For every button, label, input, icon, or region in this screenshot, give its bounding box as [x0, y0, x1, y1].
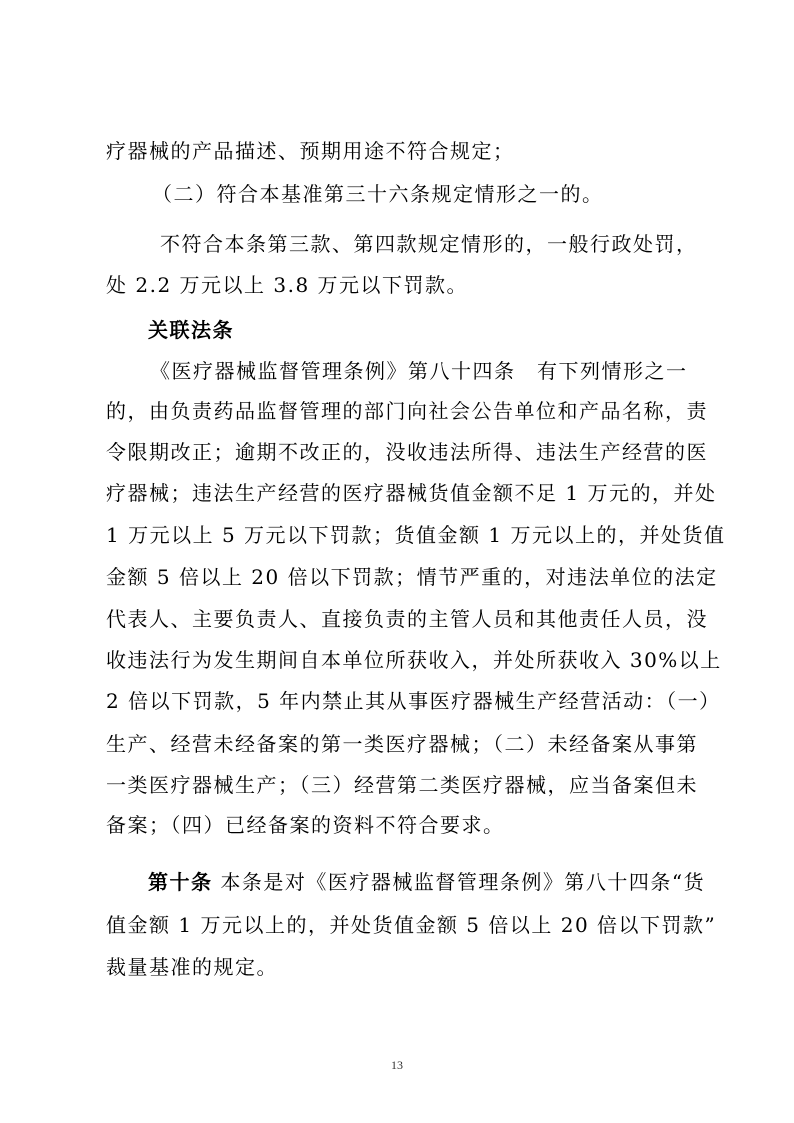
page-number: 13	[391, 1058, 403, 1072]
text-line: 2 倍以下罚款，5 年内禁止其从事医疗器械生产经营活动：（一）	[106, 689, 721, 713]
text-line: 1 万元以上 5 万元以下罚款；货值金额 1 万元以上的，并处货值	[106, 523, 726, 547]
article-text: 本条是对《医疗器械监督管理条例》第八十四条“货	[220, 870, 706, 894]
text-line: 金额 5 倍以上 20 倍以下罚款；情节严重的，对违法单位的法定	[106, 565, 718, 589]
article-label: 第十条	[148, 870, 213, 894]
text-line: 疗器械；违法生产经营的医疗器械货值金额不足 1 万元的，并处	[106, 481, 717, 505]
text-line: 裁量基准的规定。	[106, 955, 278, 979]
text-line: 不符合本条第三款、第四款规定情形的，一般行政处罚，	[160, 232, 698, 256]
text-line: 值金额 1 万元以上的，并处货值金额 5 倍以上 20 倍以下罚款”	[106, 913, 717, 937]
text-line: 备案；（四）已经备案的资料不符合要求。	[106, 813, 505, 837]
text-line: 疗器械的产品描述、预期用途不符合规定；	[106, 139, 515, 163]
text-line: 处 2.2 万元以上 3.8 万元以下罚款。	[106, 273, 469, 297]
text-line: 令限期改正；逾期不改正的，没收违法所得、违法生产经营的医	[106, 440, 708, 464]
text-line: 一类医疗器械生产；（三）经营第二类医疗器械，应当备案但未	[106, 773, 698, 797]
section-heading: 关联法条	[148, 318, 234, 342]
text-line: （二）符合本基准第三十六条规定情形之一的。	[152, 182, 604, 206]
text-line: 的，由负责药品监督管理的部门向社会公告单位和产品名称，责	[106, 399, 708, 423]
text-line: 代表人、主要负责人、直接负责的主管人员和其他责任人员，没	[106, 607, 708, 631]
text-line: 收违法行为发生期间自本单位所获收入，并处所获收入 30%以上	[106, 648, 722, 672]
text-line: 生产、经营未经备案的第一类医疗器械；（二）未经备案从事第	[106, 732, 698, 756]
text-line: 《医疗器械监督管理条例》第八十四条 有下列情形之一	[150, 359, 688, 383]
article-line	[148, 870, 748, 894]
